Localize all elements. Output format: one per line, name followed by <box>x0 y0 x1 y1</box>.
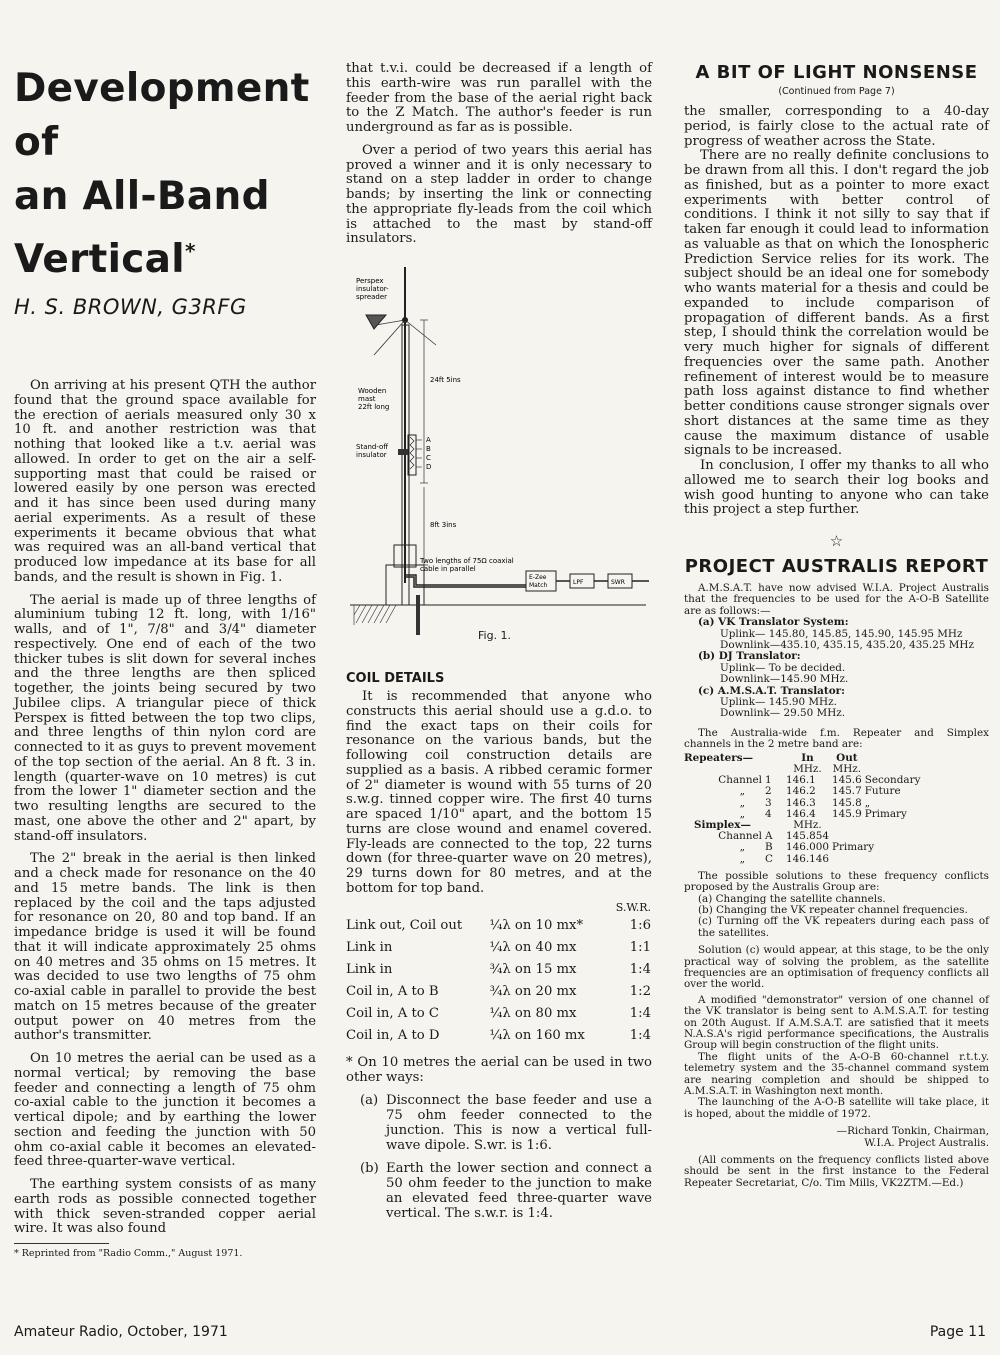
label-tap: C <box>426 454 431 462</box>
table-cell: ¼λ on 10 mx* <box>489 918 584 933</box>
table-row <box>346 981 651 1003</box>
table-cell: ¾λ on 20 mx <box>489 984 577 999</box>
translator-heading: (c) A.M.S.A.T. Translator: <box>698 684 845 697</box>
table-cell: 146.1 <box>786 774 816 787</box>
star-divider: ☆ <box>829 532 844 550</box>
table-row <box>346 937 651 959</box>
translator-heading: (b) DJ Translator: <box>698 650 801 663</box>
table-cell <box>832 854 923 865</box>
list-text: Disconnect the base feeder and use a 75 ohm feeder connected to the junction. This is now a vertical full-wave dipole. S.wr. is 1:6. <box>386 1092 652 1153</box>
table-cell: Primary <box>831 841 875 854</box>
label-standoff: Stand-off <box>356 443 389 451</box>
nonsense-heading: A BIT OF LIGHT NONSENSE <box>695 62 978 83</box>
list-label: (b) <box>360 1160 379 1176</box>
footer-publication: Amateur Radio, October, 1971 <box>14 1324 228 1340</box>
signature-line: W.I.A. Project Australis. <box>864 1136 989 1149</box>
table-cell: Link out, Coil out <box>346 918 463 933</box>
article-title <box>14 62 316 287</box>
label-cable: cable in parallel <box>420 565 476 573</box>
column-2 <box>346 62 652 1221</box>
table-cell: 2 <box>765 785 772 798</box>
translator-line: Downlink—145.90 MHz. <box>720 673 849 686</box>
table-cell: „ <box>864 796 871 809</box>
label-cable: Two lengths of 75Ω coaxial <box>420 557 514 565</box>
figure-1-diagram <box>346 265 652 661</box>
table-cell: 1:1 <box>629 940 651 955</box>
table-cell: 1:4 <box>629 1006 651 1021</box>
table-cell: 145.8 <box>831 796 862 809</box>
unit: MHz. <box>832 762 862 775</box>
author-byline: H. S. BROWN, G3RFG <box>14 295 247 319</box>
label-match: E-Zee <box>529 574 547 581</box>
table-cell: Channel <box>718 830 762 843</box>
translator-heading: (a) VK Translator System: <box>698 616 849 629</box>
project-paragraph: The launching of the A-O-B satellite will take place, it is hoped, about the middle of 1972. <box>684 1096 989 1120</box>
label-standoff: insulator <box>356 451 387 459</box>
body-paragraph: In conclusion, I offer my thanks to all who allowed me to search their log books and wish good hunting to anyone who can take this project a step further. <box>684 458 989 518</box>
translator-line: Downlink— 29.50 MHz. <box>720 707 846 720</box>
table-cell: 3 <box>765 796 772 809</box>
title-line-1: Development of <box>14 66 310 165</box>
label-mast: 22ft long <box>358 403 390 411</box>
project-paragraph: A modified "demonstrator" version of one channel of the VK translator is being sent to A.M.S.A.T. for testing on 20th August. If A.M.S.A.T. are satisfied that it meets N.A.S.A's rigid performance specifications, the Australis Group will begin construction of the flight units. <box>684 993 989 1052</box>
signature-line: —Richard Tonkin, Chairman, <box>836 1125 989 1138</box>
simplex-label: Simplex— <box>694 818 751 831</box>
project-paragraph: The flight units of the A-O-B 60-channel r.t.t.y. telemetry system and the 35-channel command system are nearing completion and should be shipped to A.M.S.A.T. in Washington next month. <box>684 1050 989 1098</box>
solution-item: (b) Changing the VK repeater channel frequencies. <box>698 903 968 916</box>
list-text: Earth the lower section and connect a 50 ohm feeder to the junction to make an elevated feed three-quarter wave vertical. The s.w.r. is 1:4. <box>386 1160 652 1221</box>
label-perspex: insulator- <box>356 285 389 293</box>
footnote-rule <box>14 1243 109 1244</box>
table-row <box>346 1025 651 1047</box>
label-top-length: 24ft 5ins <box>430 376 461 384</box>
figure-caption: Fig. 1. <box>478 629 512 642</box>
label-bottom-length: 8ft 3ins <box>430 521 457 529</box>
translator-line: Uplink— 145.90 MHz. <box>720 696 837 709</box>
body-paragraph: The 2" break in the aerial is then linked and a check made for resonance on the 40 and 15 metre bands. The link is then replaced by the coil and the taps adjusted for resonance on 20, 80 and top band. If an impedance bridge is used it will be found that it will indicate approximately 25 ohms on 40 metres and 35 ohms on 15 metres. It was decided to use two lengths of 75 ohm co-axial cable in parallel to provide the best match on 15 metres because of the greater output power on 40 metres from the author's transmitter. <box>14 851 316 1044</box>
table-cell: Primary <box>864 807 907 820</box>
body-paragraph: The earthing system consists of as many earth rods as possible connected together with thick seven-stranded copper aerial wire. It was also found <box>14 1177 316 1237</box>
table-cell: „ <box>739 852 745 865</box>
project-heading: PROJECT AUSTRALIS REPORT <box>684 556 989 577</box>
repeater-table <box>684 753 923 865</box>
table-cell: 145.7 <box>831 785 862 798</box>
standoff-insulator <box>398 449 408 455</box>
table-cell: Coil in, A to B <box>346 984 439 999</box>
table-cell: „ <box>739 785 745 798</box>
table-cell: 145.854 <box>786 830 829 843</box>
col-in: In <box>801 751 814 764</box>
label-match: Match <box>529 582 548 589</box>
label-swr: SWR <box>611 579 625 586</box>
translator-line: Uplink— To be decided. <box>720 661 846 674</box>
table-cell: „ <box>739 841 745 854</box>
table-cell: Link in <box>346 940 393 955</box>
table-cell: Coil in, A to C <box>346 1006 439 1021</box>
footer-page-number: Page 11 <box>929 1324 986 1340</box>
table-cell: 4 <box>765 807 772 820</box>
table-row <box>684 842 923 853</box>
repeaters-label: Repeaters— <box>684 751 753 764</box>
solution-item: (a) Changing the satellite channels. <box>698 892 886 905</box>
table-cell: ¾λ on 15 mx <box>489 962 577 977</box>
body-paragraph: It is recommended that anyone who constructs this aerial should use a g.d.o. to find the exact taps on their coils for resonance on the various bands, but the following coil construction details are supplied as a basis. A ribbed ceramic former of 2" diameter is wound with 55 turns of 20 s.w.g. tinned copper wire. The first 40 turns are spaced 1/10" apart, and the bottom 15 turns are close wound and enamel covered. Fly-leads are connected to the top, 22 turns down (for three-quarter wave on 20 metres), 29 turns down for 80 metres, and at the bottom for top band. <box>346 689 652 896</box>
label-perspex: Perspex <box>356 277 384 285</box>
coil-details-heading: COIL DETAILS <box>346 671 445 686</box>
continued-note: (Continued from Page 7) <box>778 86 895 97</box>
col-out: Out <box>836 751 858 764</box>
body-paragraph: the smaller, corresponding to a 40-day period, is fairly close to the actual rate of progress of weather across the State. <box>684 104 989 149</box>
repeater-intro: The Australia-wide f.m. Repeater and Simplex channels in the 2 metre band are: <box>684 726 989 751</box>
table-cell: „ <box>739 796 745 809</box>
label-mast: Wooden <box>358 387 387 395</box>
table-cell: ¼λ on 40 mx <box>489 940 577 955</box>
list-label: (a) <box>360 1092 379 1108</box>
title-line-2: an All-Band <box>14 174 270 219</box>
title-line-3: Vertical <box>14 237 185 282</box>
table-cell: Link in <box>346 962 393 977</box>
label-lpf: LPF <box>573 579 584 586</box>
body-paragraph: On arriving at his present QTH the author found that the ground space available for the erection of aerials measured only 30 x 10 ft. and another restriction was that nothing that looked like a t.v. aerial was allowed. In order to get on the air a self-supporting mast that could be raised or lowered easily by one person was erected and it has since been used during many aerial experiments. As a result of these experiments it became obvious that what was required was an all-band vertical that produced low impedance at its base for all bands, and the result is shown in Fig. 1. <box>14 378 316 585</box>
unit: MHz. <box>793 762 822 775</box>
table-row <box>684 854 923 865</box>
table-cell: ¼λ on 80 mx <box>489 1006 577 1021</box>
table-cell: Channel <box>718 774 762 787</box>
translator-line: Downlink—435.10, 435.15, 435.20, 435.25 MHz <box>720 639 974 652</box>
project-paragraph: Solution (c) would appear, at this stage, to be the only practical way of solving the problem, as the satellite frequencies are an optimisation of frequency conflicts all over the world. <box>684 944 989 991</box>
table-cell: A <box>765 830 773 843</box>
table-cell: 146.3 <box>786 796 816 809</box>
table-cell: „ <box>739 807 745 820</box>
table-cell: 146.000 <box>786 841 829 854</box>
label-tap: B <box>426 445 431 453</box>
column-1 <box>14 62 316 1259</box>
table-row <box>346 915 651 937</box>
clip <box>402 317 408 323</box>
translator-line: Uplink— 145.80, 145.85, 145.90, 145.95 MHz <box>720 627 963 640</box>
table-cell: 1:4 <box>629 962 651 977</box>
label-tap: A <box>426 436 431 444</box>
editor-note: (All comments on the frequency conflicts listed above should be sent in the first instance to the Federal Repeater Secretariat, C/o. Tim Mills, VK2ZTM.—Ed.) <box>684 1154 989 1189</box>
table-cell: B <box>765 841 773 854</box>
perspex-spreader <box>366 315 386 329</box>
table-cell: 146.146 <box>786 852 829 865</box>
table-cell: 1:2 <box>629 984 651 999</box>
swr-table <box>346 901 651 1047</box>
table-cell: 1 <box>765 774 772 787</box>
project-intro: A.M.S.A.T. have now advised W.I.A. Project Australis that the frequencies to be used for the A-O-B Satellite are as follows:— <box>684 582 989 617</box>
body-paragraph: The aerial is made up of three lengths of aluminium tubing 12 ft. long, with 1/16" walls, and of 1", 7/8" and 3/4" diameter respectively. One end of each of the two thicker tubes is slit down for several inches and the three lengths are then spliced together, the joints being secured by two Jubilee clips. A triangular piece of thick Perspex is fitted between the top two clips, and three lengths of thin nylon cord are connected to it as guys to prevent movement of the top section of the aerial. An 8 ft. 3 in. length (quarter-wave on 10 metres) is cut from the lower 1" diameter section and the two resulting lengths are secured to the mast, one above the other and 2" apart, by stand-off insulators. <box>14 592 316 844</box>
table-cell: 1:4 <box>629 1028 651 1043</box>
table-cell: 146.2 <box>786 785 816 798</box>
label-mast: mast <box>358 395 376 403</box>
body-paragraph: that t.v.i. could be decreased if a length of this earth-wire was run parallel with the feeder from the base of the aerial right back to the Z Match. The author's feeder is run underground as far as is possible. <box>346 61 652 135</box>
table-cell: 146.4 <box>786 807 816 820</box>
table-cell: C <box>765 852 773 865</box>
table-cell: ¼λ on 160 mx <box>489 1028 585 1043</box>
unit: MHz. <box>793 818 822 831</box>
title-asterisk: * <box>184 239 196 263</box>
swr-header: S.W.R. <box>615 901 651 914</box>
footnote: * Reprinted from "Radio Comm.," August 1971. <box>14 1248 243 1259</box>
table-row <box>684 786 923 797</box>
table-row <box>346 959 651 981</box>
table-cell: Coil in, A to D <box>346 1028 440 1043</box>
table-cell: Future <box>864 785 901 798</box>
table-cell: 145.9 <box>831 807 862 820</box>
table-cell: 145.6 <box>831 774 862 787</box>
table-note: * On 10 metres the aerial can be used in two other ways: <box>346 1054 652 1085</box>
list-item <box>346 1093 652 1153</box>
list-item <box>346 1161 652 1221</box>
solutions-intro: The possible solutions to these frequency conflicts proposed by the Australis Group are: <box>684 869 989 894</box>
earth-rod <box>416 595 420 635</box>
table-row <box>346 1003 651 1025</box>
body-paragraph: On 10 metres the aerial can be used as a normal vertical; by removing the base feeder and connecting a length of 75 ohm co-axial cable to the junction it becomes a vertical dipole; and by earthing the lower section and feeding the junction with 50 ohm co-axial cable it becomes an elevated-feed three-quarter-wave vertical. <box>14 1051 316 1170</box>
column-3 <box>684 62 989 1189</box>
ground-hatch <box>350 605 646 625</box>
body-paragraph: Over a period of two years this aerial has proved a winner and it is only necessary to stand on a step ladder in order to change bands; by inserting the link or connecting the appropriate fly-leads from the coil which is attached to the mast by stand-off insulators. <box>346 142 652 247</box>
table-cell: Secondary <box>864 774 921 787</box>
table-cell: 1:6 <box>629 918 651 933</box>
label-tap: D <box>426 463 432 471</box>
label-perspex: spreader <box>356 293 388 301</box>
solution-item: (c) Turning off the VK repeaters during each pass of the satellites. <box>698 915 989 939</box>
body-paragraph: There are no really definite conclusions to be drawn from all this. I don't regard the job as finished, but as a pointer to more exact experiments with better control of conditions. I think it not silly to say that if taken far enough it could lead to information as valuable as that on which the Ionospheric Prediction Service relies for its work. The subject should be an ideal one for somebody who wants material for a thesis and could be expanded to include comparison of propagation of different bands. As a first step, I should think the correlation would be very much higher for signals of different frequencies over the same path. Another refinement of interest would be to measure path loss against distance to find whether better conditions cause stronger signals over short distances at the same time as they cause the maximum distance of usable signals to be increased. <box>684 148 989 459</box>
